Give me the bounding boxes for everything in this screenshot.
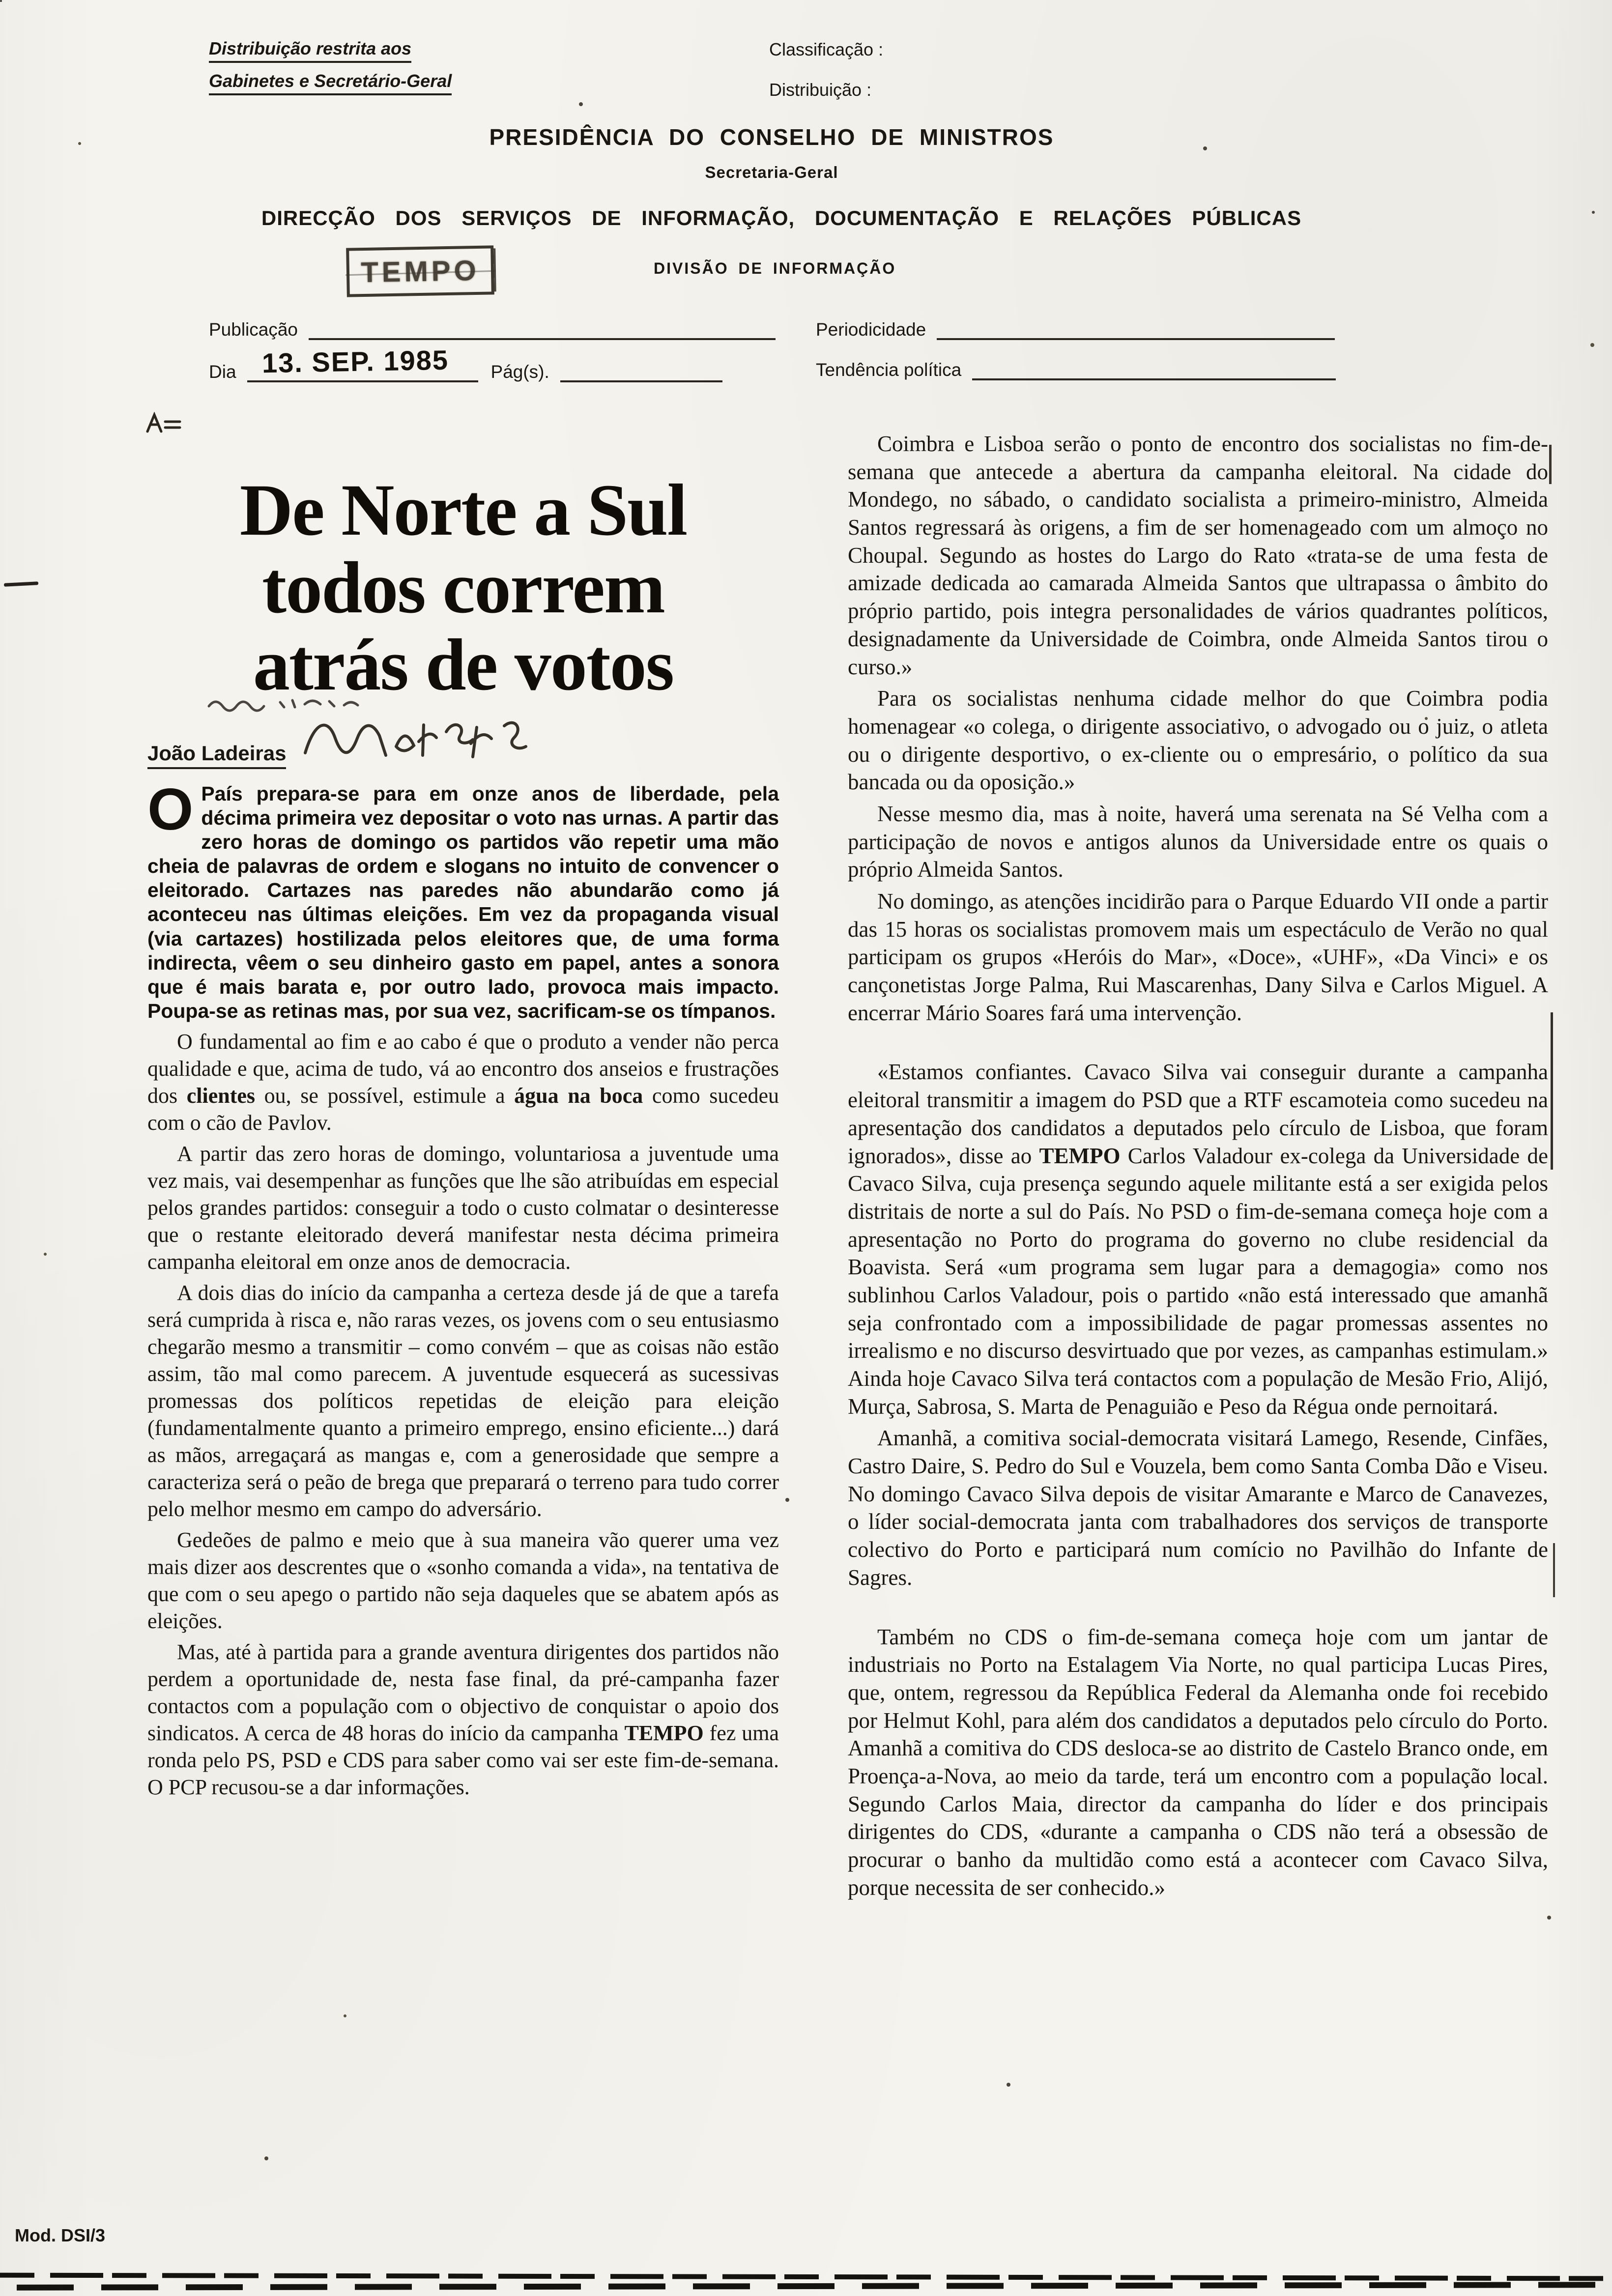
- article-paragraph: Também no CDS o fim-de-semana começa hoje com um jantar de industriais no Porto na Estalagem Via Norte, no qual participa Lucas Pires, que, ontem, regressou da República Federal da Alemanha onde foi recebido por Helmut Kohl, para além dos candidatos a deputados pelo círculo do Porto. Amanhã a comitiva do CDS desloca-se ao distrito de Castelo Branco onde, em Proença-a-Nova, ao meio da tarde, terá um encontro com a população local. Segundo Carlos Maia, director da campanha do líder e dos principais dirigentes do CDS, «durante a campanha o CDS não terá a obsessão de procurar o banho da multidão como está a acontecer com Cavaco Silva, porque necessita de ser conhecido.»: [848, 1624, 1548, 1900]
- org-title: PRESIDÊNCIA DO CONSELHO DE MINISTROS: [489, 124, 1054, 150]
- form-model-reference: Mod. DSI/3: [15, 2225, 106, 2245]
- article-paragraph: O fundamental ao fim e ao cabo é que o produto a vender não perca qualidade e que, acima de tudo, vá ao encontro dos anseios e frustrações dos clientes ou, se possível, estimule a água na boca como sucedeu com o cão de Pavlov.: [147, 1030, 779, 1135]
- classification-label: Classificação :: [769, 39, 884, 59]
- pages-label: Pág(s).: [490, 362, 549, 382]
- article-paragraph: Para os socialistas nenhuma cidade melhor do que Coimbra podia homenagear «o colega, o dirigente associativo, o advogado ou o juiz, o atleta ou o dirigente desportivo, o ex-cliente ou o empresário, o político da sua bancada ou da oposição.»: [848, 686, 1548, 795]
- day-field: [209, 344, 722, 382]
- article-paragraph: Amanhã, a comitiva social-democrata visitará Lamego, Resende, Cinfães, Castro Daire, S. Pedro do Sul e Vouzela, bem como Santa Comba Dão e Viseu. No domingo Cavaco Silva depois de visitar Amarante e Marco de Canavezes, o líder social-democrata janta com trabalhadores dos serviços de transporte colectivo do Porto e participará num comício no Pavilhão do Infante de Sagres.: [848, 1426, 1548, 1590]
- headline-line-3: atrás de votos: [253, 624, 674, 706]
- article-paragraph: Mas, até à partida para a grande aventura dirigentes dos partidos não perdem a oportunidade de, nesta fase final, da pré-campanha fazer contactos com a população com o objectivo de conquistar o apoio dos sindicatos. A cerca de 48 horas do início da campanha TEMPO fez uma ronda pelo PS, PSD e CDS para saber como vai ser este fim-de-semana. O PCP recusou-se a dar informações.: [147, 1640, 779, 1800]
- tempo-stamp-text: TEMPO: [360, 254, 480, 288]
- tendency-label: Tendência política: [816, 360, 962, 380]
- periodicity-label: Periodicidade: [816, 319, 926, 340]
- article-paragraph: No domingo, as atenções incidirão para o Parque Eduardo VII onde a partir das 15 horas os socialistas promovem mais um espectáculo de Verão no qual participam os grupos «Heróis do Mar», «Doce», «UHF», «Da Vinci» e os cançonetistas Jorge Palma, Rui Mascarenhas, Dany Silva e Carlos Miguel. A encerrar Mário Soares fará uma intervenção.: [848, 889, 1548, 1025]
- headline-line-1: De Norte a Sul: [239, 469, 687, 551]
- article-paragraph: Coimbra e Lisboa serão o ponto de encontro dos socialistas no fim-de-semana que antecede a abertura da campanha eleitoral. Na cidade do Mondego, no sábado, o candidato socialista a primeiro-ministro, Almeida Santos regressará às origens, a fim de ser homenageado com um almoço no Choupal. Segundo as hostes do Largo do Rato «trata-se de uma festa de amizade dedicada ao camarada Almeida Santos que ultrapassa o âmbito do próprio partido, pois integra personalidades de vários quadrantes políticos, designadamente da Universidade de Coimbra, onde Almeida Santos tirou o curso.»: [848, 431, 1548, 679]
- article-paragraph: A partir das zero horas de domingo, voluntariosa a juventude uma vez mais, vai desempenhar as funções que lhe são atribuídas em especial pelos grandes partidos: conseguir a todo o custo colmatar o desinteresse que o restante eleitorado deverá manifestar nesta décima primeira campanha eleitoral em onze anos de democracia.: [147, 1142, 779, 1274]
- article-paragraph: Gedeões de palmo e meio que à sua maneira vão querer uma vez mais dizer aos descrentes que o «sonho comanda a vida», na tentativa de que com o seu apego o partido não seja daqueles que se abatem após as eleições.: [147, 1528, 779, 1634]
- scan-edge-mark: [1553, 1543, 1555, 1597]
- division-line: DIVISÃO DE INFORMAÇÃO: [654, 259, 896, 277]
- article-paragraph: «Estamos confiantes. Cavaco Silva vai conseguir durante a campanha eleitoral transmitir a imagem do PSD que a RTF escamoteia como sucedeu na apresentação dos candidatos a deputados pelo círculo de Lisboa, que foram ignorados», disse ao TEMPO Carlos Valadour ex-colega da Universidade de Cavaco Silva, cuja presença segundo aquele militante está a ser exigida pelos distritais de norte a sul do País. No PSD o fim-de-semana começa hoje com a apresentação no Porto do programa do governo no clube residencial da Boavista. Será «um programa sem lugar para a demagogia» como nos sublinhou Carlos Valadour, pois o partido «não está interessado que amanhã seja confrontado com a impossibilidade de pagar promessas assentes no irrealismo e no discurso desvirtuado que por vezes, as campanhas estimulam.» Ainda hoje Cavaco Silva terá contactos com a população de Mesão Frio, Alijó, Murça, Sabrosa, S. Marta de Penaguião e Peso da Régua onde pernoitará.: [848, 1060, 1548, 1419]
- article-headline: [147, 469, 779, 706]
- scan-edge-mark: [1549, 445, 1552, 484]
- tendency-field: [816, 359, 1336, 380]
- article-paragraph: A dois dias do início da campanha a certeza desde já de que a tarefa será cumprida à risca e, não raras vezes, os jovens com o seu entusiasmo chegarão mesmo a transmitir – como convém – que as coisas não estão assim, tão mal como parecem. A juventude esquecerá as sucessivas promessas dos políticos repetidas de eleição para eleição (fundamentalmente quanto a primeiro emprego, ensino eficiente...) dará as mãos, arregaçará as mangas e, com a generosidade que sempre a caracteriza será o peão de brega que preparará o terreno para tudo correr pelo melhor mesmo em campo do adversário.: [147, 1281, 779, 1521]
- pages-blank-line: [560, 361, 722, 382]
- article-paragraph: Nesse mesmo dia, mas à noite, haverá uma serenata na Sé Velha com a participação de novos e antigos alunos da Universidade entre os quais o próprio Almeida Santos.: [848, 801, 1548, 882]
- article-byline: [147, 711, 779, 769]
- tempo-stamp: [346, 245, 494, 297]
- article-right-column: [848, 430, 1548, 1905]
- left-column-body: [147, 1028, 779, 1801]
- classification-block: [769, 39, 883, 120]
- publication-field: [209, 318, 776, 340]
- distribution-label: Distribuição :: [769, 80, 872, 100]
- article-left-column: [147, 430, 779, 1905]
- publication-blank-line: [309, 318, 776, 340]
- margin-dash-mark: [4, 581, 38, 587]
- day-label: Dia: [209, 362, 236, 382]
- periodicity-field: [816, 318, 1335, 340]
- tendency-blank-line: [972, 359, 1336, 380]
- restriction-line-1: Distribuição restrita aos: [209, 38, 411, 63]
- scan-noise-specks: [0, 0, 2, 2]
- article: [147, 430, 1548, 1905]
- date-stamp: 13. SEP. 1985: [261, 344, 449, 379]
- restriction-notice: [209, 38, 452, 103]
- headline-line-2: todos correm: [262, 546, 664, 629]
- periodicity-blank-line: [937, 318, 1335, 340]
- scan-edge-mark: [1551, 1012, 1553, 1170]
- publication-label: Publicação: [209, 319, 298, 340]
- restriction-line-2: Gabinetes e Secretário-Geral: [209, 71, 452, 95]
- byline-name: João Ladeiras: [147, 742, 286, 769]
- org-subtitle: Secretaria-Geral: [705, 163, 838, 181]
- day-blank-line: [247, 344, 478, 382]
- headline-underline-scribble: [206, 695, 383, 715]
- handwritten-annotation: [298, 711, 529, 769]
- scan-bottom-edge: [0, 2282, 1612, 2291]
- directorate-line: DIRECÇÃO DOS SERVIÇOS DE INFORMAÇÃO, DOCUMENTAÇÃO E RELAÇÕES PÚBLICAS: [261, 206, 1302, 230]
- scan-bottom-edge: [0, 2273, 1612, 2281]
- article-lead: OPaís prepara-se para em onze anos de liberdade, pela décima primeira vez depositar o voto nas urnas. A partir das zero horas de domingo os partidos vão repetir uma mão cheia de palavras de ordem e slogans no intuito de convencer o eleitorado. Cartazes nas paredes não abundarão como já aconteceu nas últimas eleições. Em vez da propaganda visual (via cartazes) hostilizada pelos eleitores que, de uma forma indirecta, vêem o seu dinheiro gasto em papel, antes a sonora que é mais barata e, por outro lado, provoca mais impacto. Poupa-se as retinas mas, por sua vez, sacrificam-se os tímpanos.: [147, 776, 779, 1023]
